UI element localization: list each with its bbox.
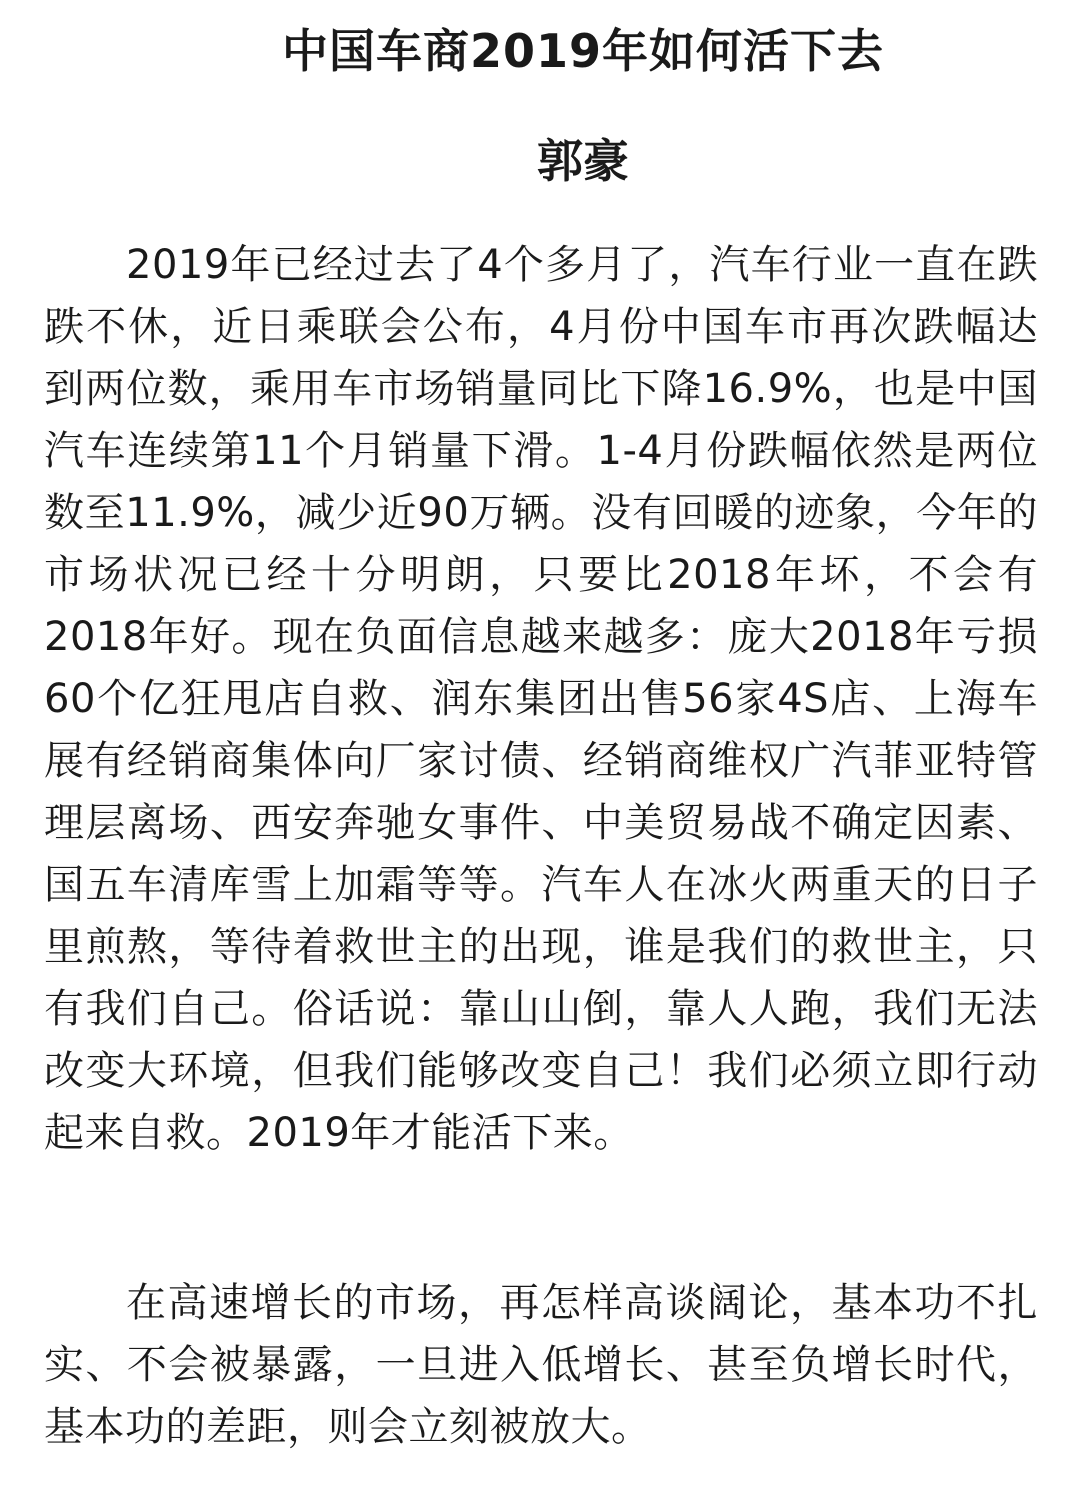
article-title: 中国车商2019年如何活下去 [281,24,885,78]
article-paragraph-1: 2019年已经过去了4个多月了，汽车行业一直在跌跌不休，近日乘联会公布，4月份中国车市再次跌幅达到两位数，乘用车市场销量同比下降16.9%，也是中国汽车连续第11个月销量下滑。1-4月份跌幅依然是两位数至11.9%，减少近90万辆。没有回暖的迹象，今年的市场状况已经十分明朗，只要比2018年坏，不会有2018年好。现在负面信息越来越多：庞大2018年亏损60个亿狂甩店自救、润东集团出售56家4S店、上海车展有经销商集体向厂家讨债、经销商维权广汽菲亚特管理层离场、西安奔驰女事件、中美贸易战不确定因素、国五车清库雪上加霜等等。汽车人在冰火两重天的日子里煎熬，等待着救世主的出现，谁是我们的救世主，只有我们自己。俗话说：靠山山倒，靠人人跑，我们无法改变大环境，但我们能够改变自己！我们必须立即行动起来自救。2019年才能活下来。 [44,242,1038,1156]
article-paragraph-2: 在高速增长的市场，再怎样高谈阔论，基本功不扎实、不会被暴露，一旦进入低增长、甚至负增长时代，基本功的差距，则会立刻被放大。 [44,1280,1038,1450]
article-author: 郭豪 [537,134,629,188]
